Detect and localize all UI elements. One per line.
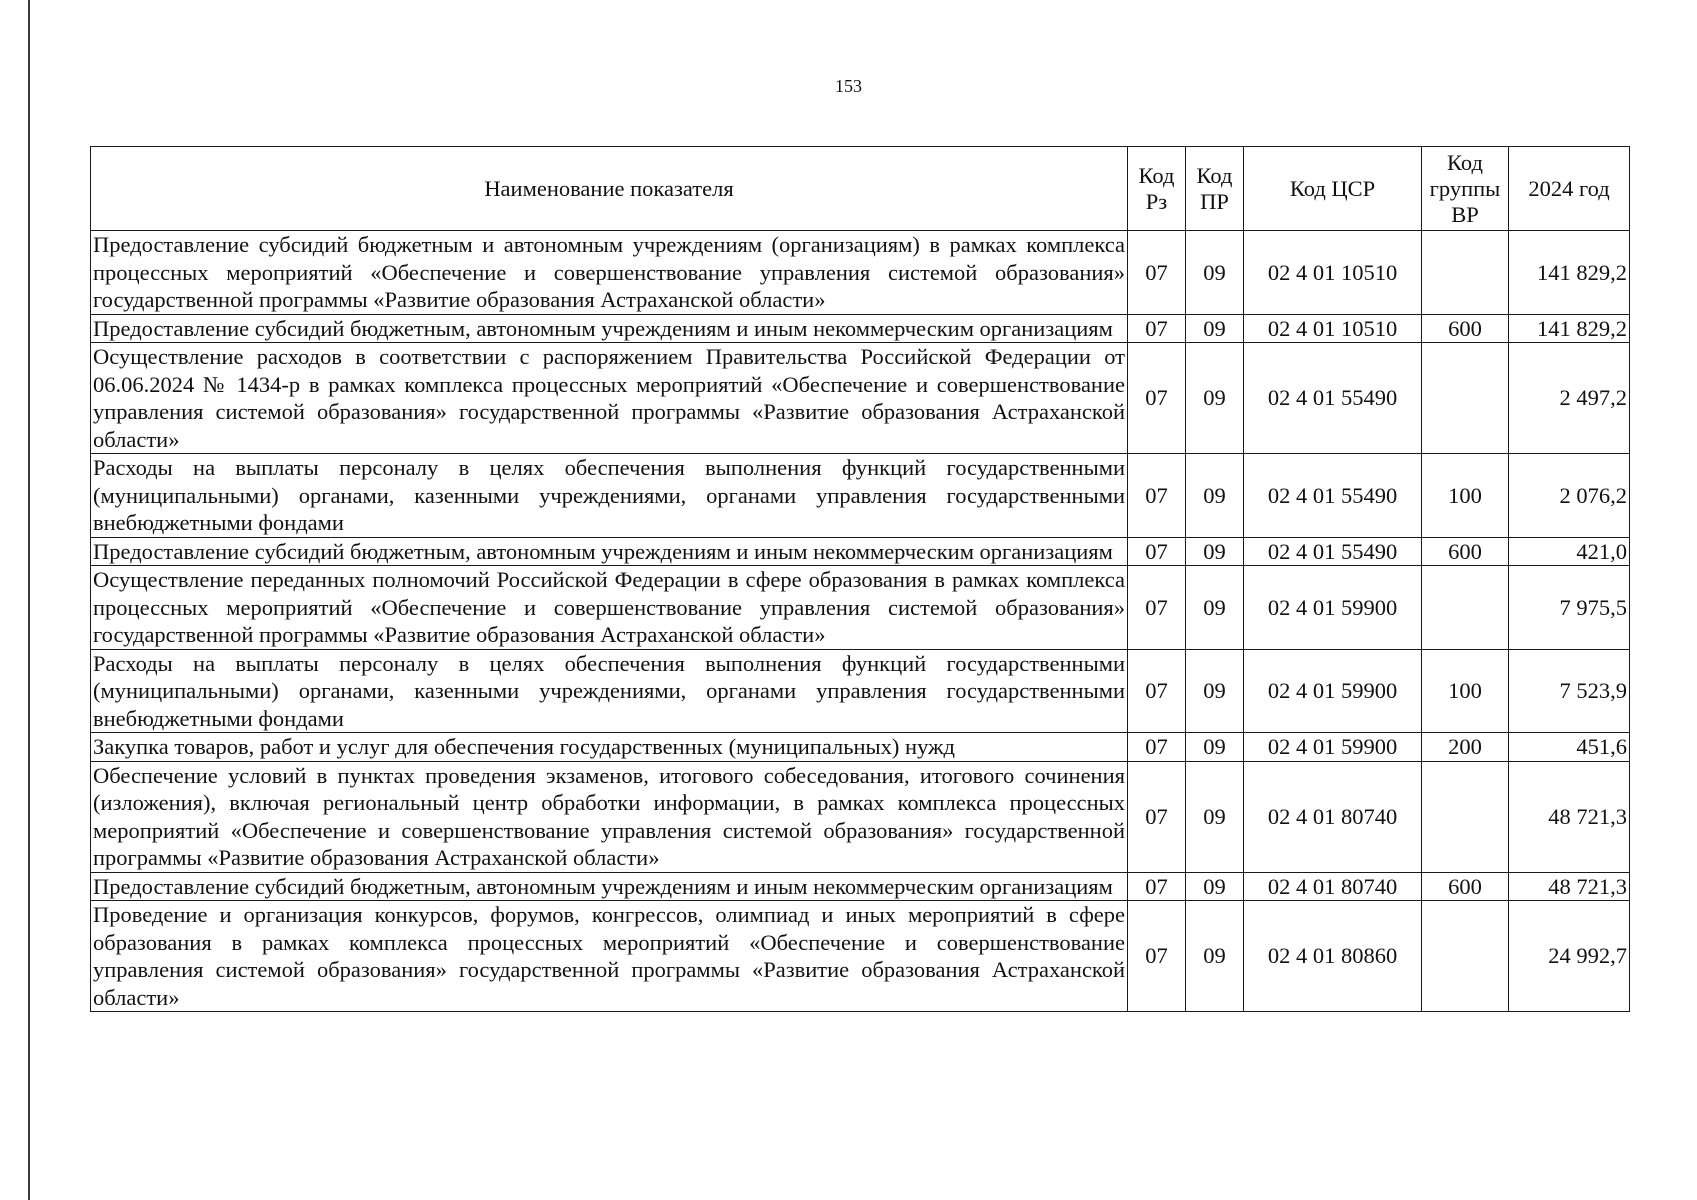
- row-amount: 141 829,2: [1509, 231, 1630, 315]
- row-amount: 24 992,7: [1509, 901, 1630, 1012]
- budget-table: [90, 146, 1630, 1012]
- row-pr: 09: [1186, 901, 1244, 1012]
- table-row: [91, 901, 1630, 1012]
- row-pr: 09: [1186, 343, 1244, 454]
- row-rz: 07: [1128, 454, 1186, 538]
- row-vr: [1422, 761, 1509, 872]
- row-pr: 09: [1186, 872, 1244, 901]
- row-amount: 7 975,5: [1509, 566, 1630, 650]
- row-csr: 02 4 01 59900: [1244, 733, 1422, 762]
- row-rz: 07: [1128, 872, 1186, 901]
- row-name: Предоставление субсидий бюджетным, автономным учреждениям и иным некоммерческим организациям: [91, 537, 1128, 566]
- row-csr: 02 4 01 55490: [1244, 343, 1422, 454]
- row-name: Осуществление расходов в соответствии с распоряжением Правительства Российской Федерации от 06.06.2024 № 1434-р в рамках комплекса процессных мероприятий «Обеспечение и совершенствование управления системой образования» государственной программы «Развитие образования Астраханской области»: [91, 343, 1128, 454]
- page-binding-line: [28, 0, 30, 1200]
- row-amount: 2 076,2: [1509, 454, 1630, 538]
- row-rz: 07: [1128, 566, 1186, 650]
- row-rz: 07: [1128, 314, 1186, 343]
- row-vr: 200: [1422, 733, 1509, 762]
- row-name: Предоставление субсидий бюджетным, автономным учреждениям и иным некоммерческим организациям: [91, 314, 1128, 343]
- header-name: Наименование показателя: [91, 147, 1128, 231]
- row-pr: 09: [1186, 231, 1244, 315]
- row-amount: 48 721,3: [1509, 872, 1630, 901]
- row-pr: 09: [1186, 537, 1244, 566]
- row-amount: 421,0: [1509, 537, 1630, 566]
- page-number: 153: [835, 76, 862, 96]
- row-csr: 02 4 01 59900: [1244, 566, 1422, 650]
- row-rz: 07: [1128, 733, 1186, 762]
- row-amount: 48 721,3: [1509, 761, 1630, 872]
- row-rz: 07: [1128, 537, 1186, 566]
- row-pr: 09: [1186, 733, 1244, 762]
- row-csr: 02 4 01 80860: [1244, 901, 1422, 1012]
- row-rz: 07: [1128, 761, 1186, 872]
- row-pr: 09: [1186, 454, 1244, 538]
- header-year: 2024 год: [1509, 147, 1630, 231]
- table-row: [91, 733, 1630, 762]
- row-name: Расходы на выплаты персоналу в целях обеспечения выполнения функций государственными (муниципальными) органами, казенными учреждениями, органами управления государственными внебюджетными фондами: [91, 649, 1128, 733]
- row-vr: [1422, 901, 1509, 1012]
- header-csr: Код ЦСР: [1244, 147, 1422, 231]
- row-csr: 02 4 01 80740: [1244, 872, 1422, 901]
- row-pr: 09: [1186, 566, 1244, 650]
- table-row: [91, 761, 1630, 872]
- row-name: Закупка товаров, работ и услуг для обеспечения государственных (муниципальных) нужд: [91, 733, 1128, 762]
- row-rz: 07: [1128, 901, 1186, 1012]
- table-row: [91, 231, 1630, 315]
- row-vr: 600: [1422, 872, 1509, 901]
- row-pr: 09: [1186, 649, 1244, 733]
- row-rz: 07: [1128, 231, 1186, 315]
- row-vr: 600: [1422, 314, 1509, 343]
- row-vr: [1422, 566, 1509, 650]
- row-vr: [1422, 343, 1509, 454]
- row-pr: 09: [1186, 314, 1244, 343]
- row-name: Обеспечение условий в пунктах проведения экзаменов, итогового собеседования, итогового сочинения (изложения), включая региональный центр обработки информации, в рамках комплекса процессных мероприятий «Обеспечение и совершенствование управления системой образования» государственной программы «Развитие образования Астраханской области»: [91, 761, 1128, 872]
- row-vr: 100: [1422, 454, 1509, 538]
- row-rz: 07: [1128, 343, 1186, 454]
- table-header-row: [91, 147, 1630, 231]
- header-pr: Код ПР: [1186, 147, 1244, 231]
- header-rz: Код Рз: [1128, 147, 1186, 231]
- row-pr: 09: [1186, 761, 1244, 872]
- table-row: [91, 872, 1630, 901]
- row-csr: 02 4 01 55490: [1244, 454, 1422, 538]
- table-row: [91, 649, 1630, 733]
- row-amount: 2 497,2: [1509, 343, 1630, 454]
- row-amount: 7 523,9: [1509, 649, 1630, 733]
- row-name: Осуществление переданных полномочий Российской Федерации в сфере образования в рамках комплекса процессных мероприятий «Обеспечение и совершенствование управления системой образования» государственной программы «Развитие образования Астраханской области»: [91, 566, 1128, 650]
- row-csr: 02 4 01 10510: [1244, 314, 1422, 343]
- row-vr: [1422, 231, 1509, 315]
- row-csr: 02 4 01 55490: [1244, 537, 1422, 566]
- table-row: [91, 566, 1630, 650]
- row-rz: 07: [1128, 649, 1186, 733]
- row-name: Проведение и организация конкурсов, форумов, конгрессов, олимпиад и иных мероприятий в сфере образования в рамках комплекса процессных мероприятий «Обеспечение и совершенствование управления системой образования» государственной программы «Развитие образования Астраханской области»: [91, 901, 1128, 1012]
- row-amount: 451,6: [1509, 733, 1630, 762]
- table-row: [91, 314, 1630, 343]
- row-name: Предоставление субсидий бюджетным, автономным учреждениям и иным некоммерческим организациям: [91, 872, 1128, 901]
- row-name: Расходы на выплаты персоналу в целях обеспечения выполнения функций государственными (муниципальными) органами, казенными учреждениями, органами управления государственными внебюджетными фондами: [91, 454, 1128, 538]
- row-csr: 02 4 01 80740: [1244, 761, 1422, 872]
- row-amount: 141 829,2: [1509, 314, 1630, 343]
- table-row: [91, 454, 1630, 538]
- header-vr: Код группы ВР: [1422, 147, 1509, 231]
- row-vr: 600: [1422, 537, 1509, 566]
- row-csr: 02 4 01 59900: [1244, 649, 1422, 733]
- table-row: [91, 343, 1630, 454]
- row-vr: 100: [1422, 649, 1509, 733]
- table-row: [91, 537, 1630, 566]
- row-csr: 02 4 01 10510: [1244, 231, 1422, 315]
- row-name: Предоставление субсидий бюджетным и автономным учреждениям (организациям) в рамках комплекса процессных мероприятий «Обеспечение и совершенствование управления системой образования» государственной программы «Развитие образования Астраханской области»: [91, 231, 1128, 315]
